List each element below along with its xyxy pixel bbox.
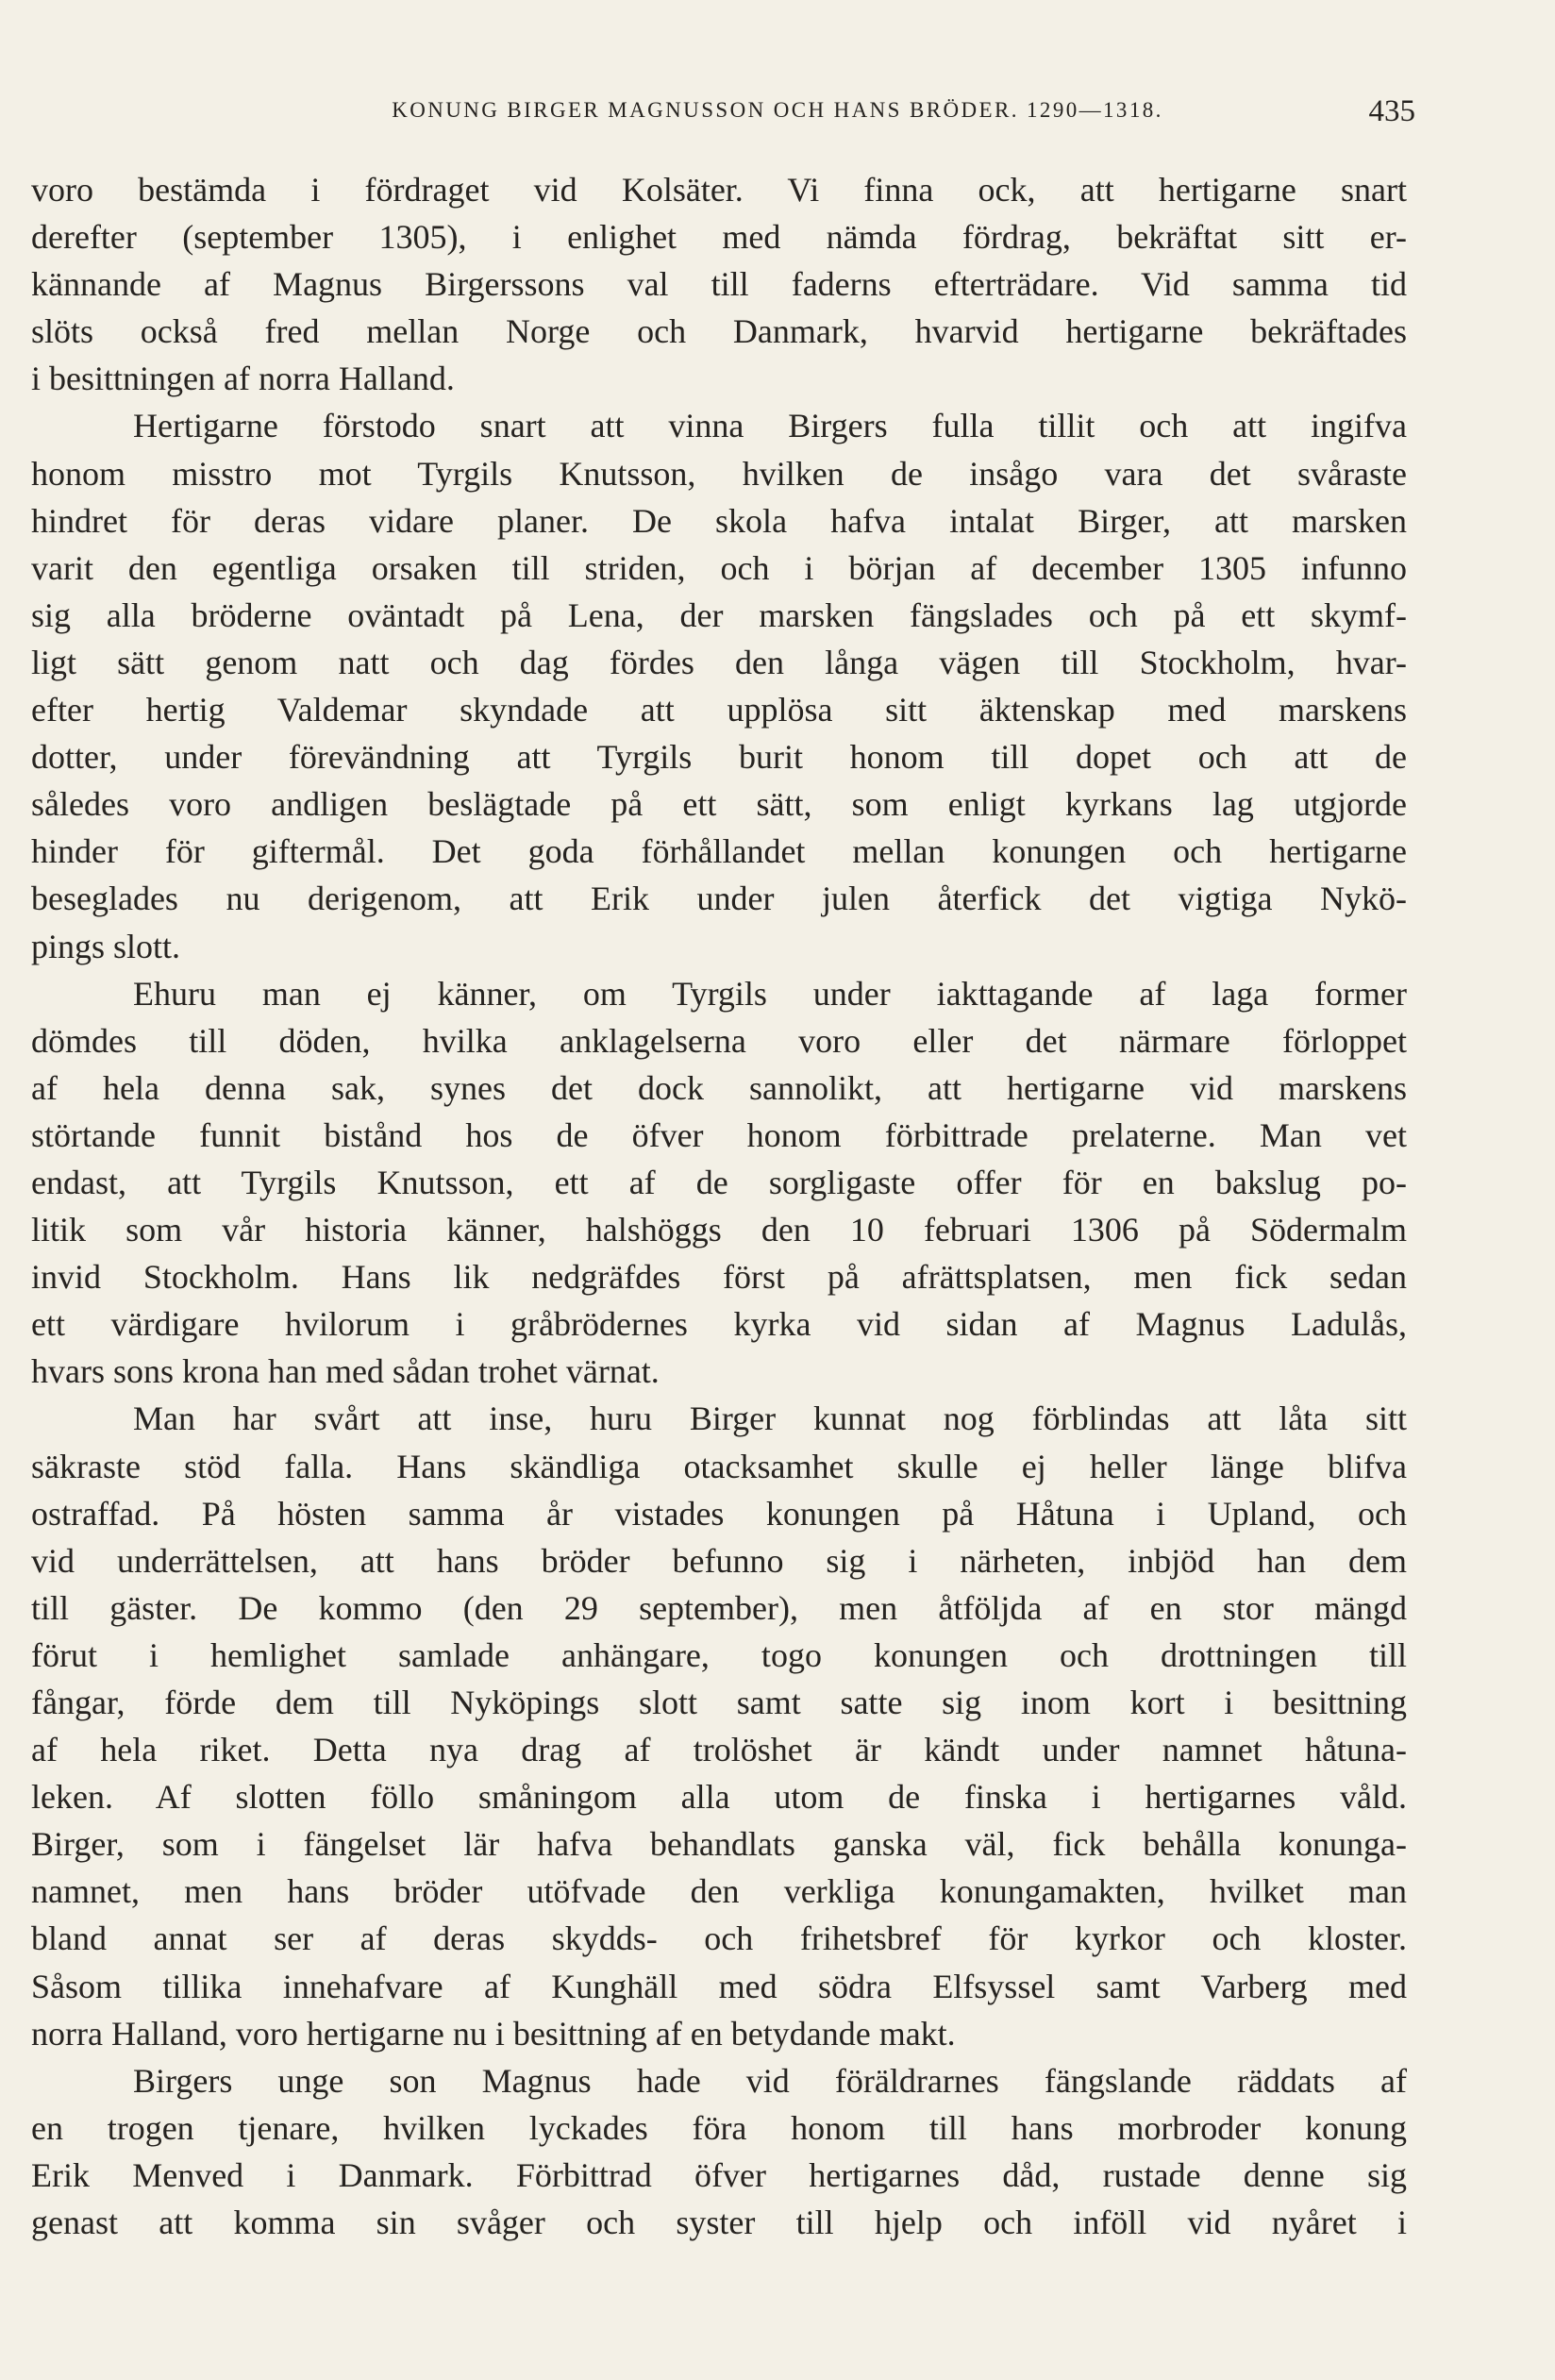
text-line: dotter, under förevändning att Tyrgils burit honom till dopet och att de bbox=[31, 738, 1407, 777]
text-line: invid Stockholm. Hans lik nedgräfdes först på afrättsplatsen, men fick sedan bbox=[31, 1258, 1407, 1297]
text-line: således voro andligen beslägtade på ett sätt, som enligt kyrkans lag utgjorde bbox=[31, 785, 1407, 824]
text-line: pings slott. bbox=[31, 927, 181, 965]
text-line: Hertigarne förstodo snart att vinna Birgers fulla tillit och att ingifva bbox=[133, 407, 1407, 445]
text-line: till gäster. De kommo (den 29 september), men åtföljda af en stor mängd bbox=[31, 1588, 1407, 1627]
text-line: endast, att Tyrgils Knutsson, ett af de sorgligaste offer för en bakslug po- bbox=[31, 1163, 1407, 1201]
text-line: Erik Menved i Danmark. Förbittrad öfver hertigarnes dåd, rustade denne sig bbox=[31, 2155, 1407, 2194]
text-line: dömdes till döden, hvilka anklagelserna voro eller det närmare förloppet bbox=[31, 1021, 1407, 1060]
text-line: beseglades nu derigenom, att Erik under julen återfick det vigtiga Nykö- bbox=[31, 880, 1407, 918]
text-line: i besittningen af norra Halland. bbox=[31, 360, 455, 398]
text-line: ostraffad. På hösten samma år vistades konungen på Håtuna i Upland, och bbox=[31, 1494, 1407, 1533]
running-title: KONUNG BIRGER MAGNUSSON OCH HANS BRÖDER. 1290—1318. bbox=[392, 98, 1163, 122]
text-line: störtande funnit bistånd hos de öfver honom förbittrade prelaterne. Man vet bbox=[31, 1115, 1407, 1154]
page-number: 435 bbox=[1368, 94, 1415, 128]
body-text bbox=[31, 166, 1407, 2246]
text-line: sig alla bröderne oväntadt på Lena, der marsken fängslades och på ett skymf- bbox=[31, 595, 1407, 634]
text-line: Birgers unge son Magnus hade vid föräldrarnes fängslande räddats af bbox=[133, 2061, 1407, 2100]
text-line: genast att komma sin svåger och syster till hjelp och inföll vid nyåret i bbox=[31, 2204, 1407, 2242]
text-line: honom misstro mot Tyrgils Knutsson, hvilken de insågo vara det svåraste bbox=[31, 454, 1407, 493]
text-line: Man har svårt att inse, huru Birger kunnat nog förblindas att låta sitt bbox=[133, 1400, 1407, 1438]
text-line: vid underrättelsen, att hans bröder befunno sig i närheten, inbjöd han dem bbox=[31, 1541, 1407, 1580]
text-line: Ehuru man ej känner, om Tyrgils under iakttagande af laga former bbox=[133, 974, 1407, 1013]
text-line: hindret för deras vidare planer. De skola hafva intalat Birger, att marsken bbox=[31, 501, 1407, 540]
text-line: en trogen tjenare, hvilken lyckades föra honom till hans morbroder konung bbox=[31, 2108, 1407, 2147]
text-line: slöts också fred mellan Norge och Danmark, hvarvid hertigarne bekräftades bbox=[31, 312, 1407, 351]
text-line: Såsom tillika innehafvare af Kunghäll med södra Elfsyssel samt Varberg med bbox=[31, 1967, 1407, 2005]
text-line: efter hertig Valdemar skyndade att upplösa sitt äktenskap med marskens bbox=[31, 691, 1407, 729]
text-line: fångar, förde dem till Nyköpings slott samt satte sig inom kort i besittning bbox=[31, 1684, 1407, 1721]
text-line: ett värdigare hvilorum i gråbrödernes kyrka vid sidan af Magnus Ladulås, bbox=[31, 1305, 1407, 1344]
text-line: af hela denna sak, synes det dock sannolikt, att hertigarne vid marskens bbox=[31, 1068, 1407, 1107]
text-line: förut i hemlighet samlade anhängare, togo konungen och drottningen till bbox=[31, 1635, 1407, 1674]
text-line: voro bestämda i fördraget vid Kolsäter. Vi finna ock, att hertigarne snart bbox=[31, 171, 1407, 209]
text-line: leken. Af slotten föllo småningom alla utom de finska i hertigarnes våld. bbox=[31, 1778, 1407, 1817]
text-line: hvars sons krona han med sådan trohet värnat. bbox=[31, 1352, 660, 1391]
text-line: kännande af Magnus Birgerssons val till faderns efterträdare. Vid samma tid bbox=[31, 265, 1407, 304]
text-line: bland annat ser af deras skydds- och frihetsbref för kyrkor och kloster. bbox=[31, 1919, 1407, 1958]
text-line: derefter (september 1305), i enlighet med nämda fördrag, bekräftat sitt er- bbox=[31, 218, 1407, 257]
text-line: litik som vår historia känner, halshöggs den 10 februari 1306 på Södermalm bbox=[31, 1211, 1407, 1249]
text-line: af hela riket. Detta nya drag af trolöshet är kändt under namnet håtuna- bbox=[31, 1731, 1407, 1769]
text-line: norra Halland, voro hertigarne nu i besittning af en betydande makt. bbox=[31, 2014, 956, 2053]
running-header bbox=[0, 94, 1555, 132]
text-line: ligt sätt genom natt och dag fördes den långa vägen till Stockholm, hvar- bbox=[31, 643, 1407, 681]
text-line: namnet, men hans bröder utöfvade den verkliga konungamakten, hvilket man bbox=[31, 1872, 1407, 1911]
text-line: varit den egentliga orsaken till striden, och i början af december 1305 infunno bbox=[31, 548, 1407, 587]
text-line: hinder för giftermål. Det goda förhållandet mellan konungen och hertigarne bbox=[31, 832, 1407, 871]
text-line: Birger, som i fängelset lär hafva behandlats ganska väl, fick behålla konunga- bbox=[31, 1825, 1407, 1864]
text-line: säkraste stöd falla. Hans skändliga otacksamhet skulle ej heller länge blifva bbox=[31, 1447, 1407, 1485]
